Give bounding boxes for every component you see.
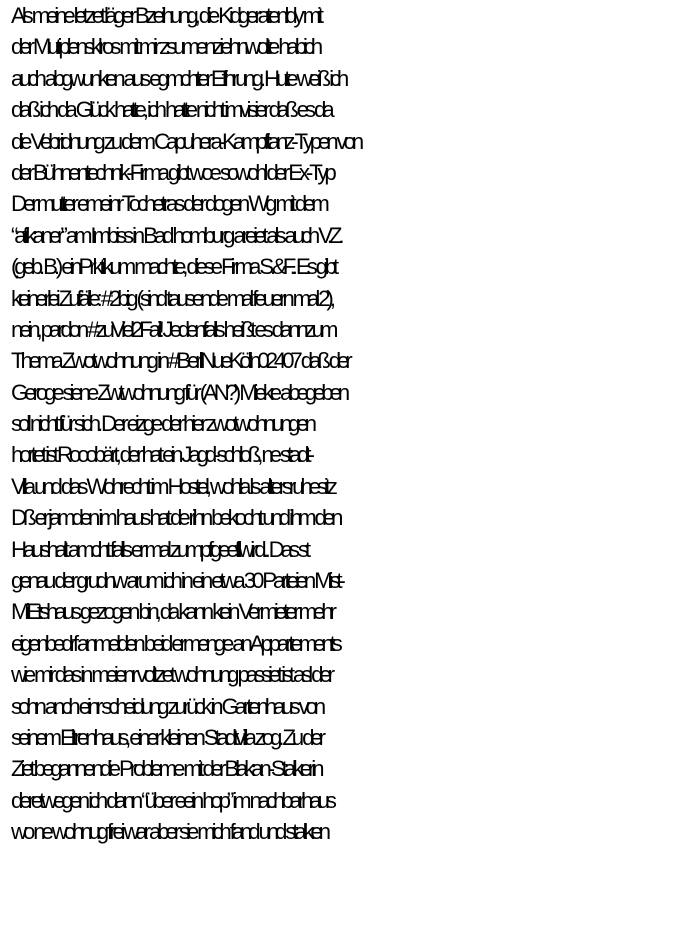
text-line: Villa und das Wohrecht im Hostel, wohla ls altersruhesitz bbox=[11, 473, 334, 499]
text-line: wo ne wohnug frei war aber sie mich fand und stalken bbox=[11, 819, 327, 845]
text-line: “afikaner” am Imbiss in Bad homburg areiet als auch V.Z. bbox=[11, 222, 341, 248]
text-line: Ziet begannendie Probleme mit der Blakan-Stalkerin bbox=[11, 756, 321, 782]
text-line: Geroge siene Zwtwohnung für (AN?) Mieke abegeben bbox=[11, 379, 346, 405]
text-line: der Bühnentechnik-Firma gibt woe sowohl der Ex-Typ bbox=[11, 159, 333, 185]
text-line: wie mir das in meienr voltzet wohnung passiet ist asl der bbox=[11, 662, 331, 688]
text-line: MiEtshaus gezogen bin, da kann kein Vermieter mehr bbox=[11, 599, 333, 625]
text-line: Der mutter emeinr Tochetras der dogen Wg mit dem bbox=[11, 191, 326, 217]
text-line: Als meine letzet läger Bzeihung, die Kidgeratenldy mit bbox=[11, 3, 320, 28]
text-line: eigenbedrf anmelden beid ermenge an Appartements bbox=[11, 630, 339, 656]
text-line: auch abgwunken aus egmchter Efhrung. Hute weiß ich bbox=[11, 65, 346, 91]
text-line: Thema Zwotwohnung in #BerliNueKölln02407 daß der bbox=[11, 348, 349, 374]
text-line: soll nicht für sich. Der eizge der hier zwotwohnungen bbox=[11, 411, 313, 437]
text-line: Haushalt amcht falls er mal zumpfgeefllwird.. Das st bbox=[11, 536, 307, 562]
text-line: daß ich da Glück hatte, ich hatte nicht imvisier daß es da bbox=[11, 97, 331, 123]
text-line: genau der grudnw arum ich in ein etwa 30 Parteien Mist- bbox=[11, 568, 342, 594]
text-line: der Mutiplensklros mit mir zsumenziehnwolte habich bbox=[11, 34, 320, 60]
text-line: die Vebridnung zu dem Capuhera-Kampftanz-Typen von bbox=[11, 128, 361, 154]
text-line: seinem Eltrenhaus, einer kleinen Stadtvilla zog. Zu der bbox=[11, 724, 322, 750]
text-line: keinerlei Zufälle: #2big (sind tausende mal feuern mal 2), bbox=[11, 285, 332, 311]
text-line: Dß er jamden im haus hat de rihn bekocht und ihm den bbox=[11, 505, 340, 531]
text-line: (geb. B.) einPrktikum machte, diese Firma S.&F.. Es gibt bbox=[11, 254, 335, 280]
text-line: sohn anch einr scheidung zurück in Gartenhaus von bbox=[11, 693, 323, 719]
body-text bbox=[11, 0, 681, 848]
text-line: hortet ist Rooobärt, der hat ein Jagd-schloß, ne stadt- bbox=[11, 442, 311, 468]
text-line: nein, pardon #zuViel2Fail! Jedenfalls heißt es dannzum bbox=[11, 316, 335, 342]
text-line: deretwegen ich dann “über eein hop” im nachbarhaus bbox=[11, 787, 333, 813]
